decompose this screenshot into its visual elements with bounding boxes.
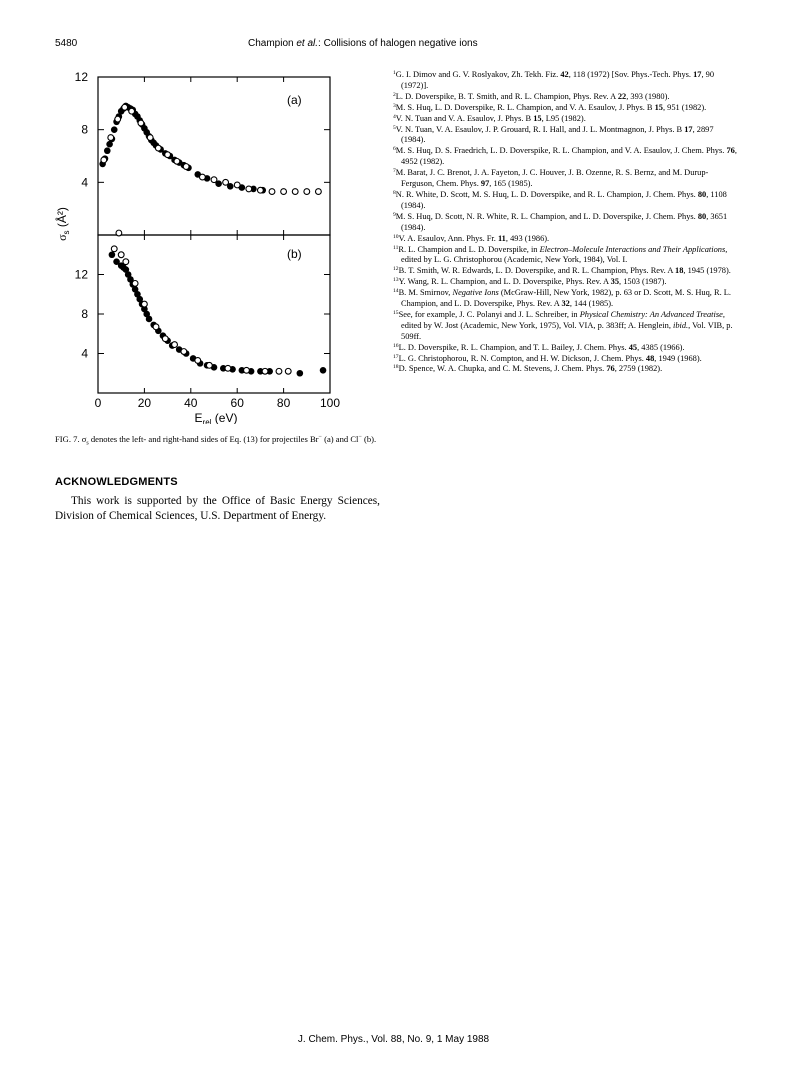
reference-text: , 90 (1972)].	[401, 70, 715, 90]
data-point-open-b	[206, 362, 212, 368]
caption-sub: s	[86, 440, 89, 447]
reference-text: , 118 (1972) [Sov. Phys.-Tech. Phys.	[568, 70, 694, 79]
data-point-open-a	[234, 182, 240, 188]
x-axis-label-sub: rel	[202, 418, 212, 424]
data-point-open-a	[122, 104, 128, 110]
x-tick-label: 20	[137, 396, 152, 410]
reference-text: , 1108 (1984).	[401, 189, 727, 210]
reference-text: , 144 (1985).	[569, 299, 614, 309]
data-point-filled-b	[109, 251, 116, 258]
reference-item	[393, 125, 738, 147]
reference-text: 76	[606, 364, 615, 374]
reference-number: 6	[393, 146, 396, 153]
reference-text: , 393 (1980).	[626, 91, 670, 101]
panel-b-label: (b)	[287, 247, 302, 261]
header-title-italic: et al.	[296, 38, 319, 49]
reference-text: M. Barat, J. C. Brenot, J. A. Fayeton, J. C. Houver, J. B. Ozenne, R. S. Bernz, and M. Durup-Ferguson, Chem. Phys.	[395, 168, 709, 189]
reference-text: , Vol. VIB, p. 509ff.	[401, 320, 733, 341]
reference-text: M. S. Huq, D. S. Fraedrich, L. D. Doverspike, R. L. Champion, and V. A. Esaulov, J. Chem. Phys.	[395, 146, 727, 156]
reference-text: , 1949 (1968).	[654, 353, 702, 363]
data-point-open-b	[225, 365, 231, 371]
reference-text: 35	[610, 277, 619, 287]
reference-item	[393, 146, 738, 168]
reference-text: 42	[560, 70, 569, 79]
reference-list	[393, 70, 738, 375]
reference-text: 32	[561, 299, 570, 309]
reference-number: 9	[393, 211, 396, 218]
data-point-filled-a	[104, 147, 111, 154]
reference-number: 8	[393, 189, 396, 196]
data-point-open-a	[165, 152, 171, 158]
reference-text: 97	[480, 179, 490, 189]
reference-item	[393, 288, 738, 310]
reference-number: 10	[393, 233, 399, 240]
reference-text: 80	[697, 211, 707, 221]
reference-number: 12	[393, 266, 399, 273]
reference-text: 80	[697, 189, 707, 199]
reference-item	[393, 168, 738, 190]
data-point-open-a	[200, 174, 206, 180]
reference-text: Negative Ions	[452, 288, 499, 298]
data-point-open-a	[129, 108, 135, 114]
data-point-open-b	[285, 368, 291, 374]
reference-text: V. N. Tuan, V. A. Esaulov, J. P. Grouard, R. I. Hall, and J. L. Montmagnon, J. Phys. B	[395, 124, 685, 134]
caption-text-2: denotes the left- and right-hand sides of Eq. (13) for projectiles Br	[88, 433, 319, 444]
reference-text: M. S. Huq, D. Scott, N. R. White, R. L. Champion, and L. D. Doverspike, J. Chem. Phys.	[395, 211, 698, 221]
data-point-open-a	[108, 135, 114, 141]
reference-item	[393, 364, 738, 375]
data-point-open-b	[142, 301, 148, 307]
reference-text: Electron–Molecule Interactions and Their Applications	[539, 244, 726, 254]
reference-text: 22	[617, 91, 627, 101]
reference-text: 15	[533, 113, 542, 123]
reference-number: 15	[393, 309, 399, 316]
reference-number: 18	[393, 364, 399, 371]
y-tick-label-a: 8	[81, 122, 88, 137]
data-point-filled-a	[111, 126, 118, 133]
y-axis-label-unit: (Å²)	[55, 207, 69, 228]
x-tick-label: 40	[184, 396, 198, 410]
reference-number: 7	[393, 168, 396, 175]
data-point-open-b	[123, 259, 129, 265]
y-tick-label-a: 4	[81, 175, 88, 190]
data-point-open-a	[138, 120, 144, 126]
data-point-open-b	[153, 324, 159, 330]
data-point-open-b	[118, 252, 124, 258]
x-axis-label	[195, 411, 238, 424]
reference-text: L. D. Doverspike, B. T. Smith, and R. L. Champion, Phys. Rev. A	[395, 91, 618, 101]
reference-text: M. S. Huq, L. D. Doverspike, R. L. Champion, and V. A. Esaulov, J. Phys. B	[395, 102, 655, 112]
reference-item	[393, 343, 738, 354]
caption-sup-2: −	[358, 434, 362, 440]
data-point-open-b	[244, 367, 250, 373]
data-point-open-b	[276, 368, 282, 374]
reference-text: 11	[497, 233, 506, 243]
reference-text: V. N. Tuan and V. A. Esaulov, J. Phys. B	[395, 113, 534, 123]
reference-number: 3	[393, 102, 396, 109]
reference-text: , 2759 (1982).	[614, 364, 663, 374]
data-point-filled-b	[297, 370, 304, 377]
data-point-open-a	[115, 116, 121, 122]
reference-text: (McGraw-Hill, New York, 1982), p. 63 or D. Scott, M. S. Huq, R. L. Champion, and L. D. Doverspike, Phys. Rev. A	[401, 288, 731, 309]
data-point-open-a	[269, 189, 275, 195]
data-point-open-b	[111, 246, 117, 252]
x-axis-label-symbol: E	[194, 411, 203, 424]
caption-text-3: (a) and Cl	[321, 433, 359, 444]
reference-number: 11	[393, 244, 399, 251]
reference-text: 15	[654, 102, 663, 112]
data-point-open-a	[155, 145, 161, 151]
reference-item	[393, 310, 738, 343]
data-point-open-a	[292, 189, 298, 195]
reference-text: , 951 (1982).	[662, 102, 707, 112]
reference-text: , 493 (1986).	[505, 233, 550, 243]
data-point-open-a	[174, 158, 180, 164]
reference-text: D. Spence, W. A. Chupka, and C. M. Stevens, J. Chem. Phys.	[398, 364, 607, 374]
data-point-open-a	[183, 164, 189, 170]
caption-sup-1: −	[318, 434, 322, 440]
reference-item	[393, 234, 738, 245]
data-point-open-b	[116, 230, 122, 236]
reference-number: 13	[393, 277, 399, 284]
running-header	[248, 38, 478, 49]
x-tick-label: 0	[94, 396, 102, 410]
y-axis-label-symbol: σ	[55, 234, 69, 241]
page-number: 5480	[55, 38, 78, 49]
data-point-open-b	[172, 342, 178, 348]
reference-text: , 4385 (1966).	[637, 342, 685, 352]
reference-item	[393, 277, 738, 288]
reference-text: R. L. Champion and L. D. Doverspike, in	[398, 244, 540, 254]
reference-text: Y. Wang, R. L. Champion, and L. D. Doverspike, Phys. Rev. A	[398, 277, 611, 287]
reference-text: Physical Chemistry: An Advanced Treatise	[579, 309, 723, 319]
data-point-open-b	[195, 358, 201, 364]
data-point-open-a	[246, 186, 252, 192]
reference-text: , 165 (1985).	[489, 179, 533, 189]
x-tick-label: 100	[319, 396, 341, 410]
reference-text: , 1945 (1978).	[683, 266, 731, 276]
reference-text: N. R. White, D. Scott, M. S. Huq, L. D. Doverspike, and R. L. Champion, J. Chem. Phys.	[395, 189, 698, 199]
reference-item	[393, 92, 738, 103]
reference-text: , edited by W. Jost (Academic, New York, 1975), Vol. VIA, p. 383ff; A. Henglein,	[401, 309, 725, 330]
reference-text: , edited by L. G. Christophorou (Academic, New York, 1984), Vol. I.	[401, 244, 728, 265]
data-point-open-a	[258, 187, 264, 193]
reference-text: L. D. Doverspike, R. L. Champion, and T. L. Bailey, J. Chem. Phys.	[398, 342, 629, 352]
caption-text-4: (b).	[361, 433, 377, 444]
reference-item	[393, 212, 738, 234]
reference-text: 45	[628, 342, 638, 352]
y-tick-label-b: 4	[81, 346, 88, 361]
reference-text: , 2897 (1984).	[401, 124, 714, 145]
reference-text: V. A. Esaulov, Ann. Phys. Fr.	[398, 233, 498, 243]
data-point-open-b	[162, 336, 168, 342]
y-axis-label-sub: s	[62, 230, 71, 235]
data-point-filled-b	[320, 367, 327, 374]
reference-text: 76	[726, 146, 735, 156]
reference-item	[393, 103, 738, 114]
reference-number: 16	[393, 342, 399, 349]
reference-number: 17	[393, 353, 399, 360]
reference-item	[393, 190, 738, 212]
reference-text: , 3651 (1984).	[401, 211, 728, 232]
caption-text-1: FIG. 7. σ	[55, 433, 87, 444]
reference-text: 18	[675, 266, 684, 276]
data-point-open-b	[181, 349, 187, 355]
reference-item	[393, 354, 738, 365]
data-point-open-a	[223, 179, 229, 185]
data-point-open-a	[316, 189, 322, 195]
reference-text: G. I. Dimov and G. V. Roslyakov, Zh. Tekh. Fiz.	[395, 70, 561, 79]
data-point-open-a	[281, 189, 287, 195]
y-tick-label-a: 12	[74, 70, 88, 84]
header-title-suffix: : Collisions of halogen negative ions	[318, 38, 478, 49]
data-point-filled-b	[146, 316, 153, 323]
reference-number: 4	[393, 113, 396, 120]
data-point-open-b	[262, 368, 268, 374]
y-tick-label-b: 12	[74, 267, 88, 282]
figure-7	[40, 62, 360, 424]
reference-text: See, for example, J. C. Polanyi and J. L. Schreiber, in	[398, 309, 580, 319]
reference-text: B. T. Smith, W. R. Edwards, L. D. Doverspike, and R. L. Champion, Phys. Rev. A	[398, 266, 676, 276]
reference-item	[393, 266, 738, 277]
data-point-open-a	[211, 177, 217, 183]
data-point-open-a	[304, 189, 310, 195]
acknowledgments-body: This work is supported by the Office of Basic Energy Sciences, Division of Chemical Sciences, U.S. Department of Energy.	[55, 495, 380, 522]
reference-number: 2	[393, 91, 396, 98]
reference-number: 1	[393, 70, 396, 76]
y-tick-label-b: 8	[81, 307, 88, 321]
reference-text: , 1503 (1987).	[619, 277, 667, 287]
reference-text: , L95 (1982).	[541, 113, 586, 123]
figure-caption	[55, 432, 380, 450]
data-point-open-a	[147, 135, 153, 141]
reference-text: , 4952 (1982).	[401, 146, 737, 167]
reference-text: ibid.	[673, 320, 689, 330]
reference-number: 14	[393, 288, 399, 295]
reference-text: B. M. Smirnov,	[398, 288, 453, 298]
acknowledgments-heading: ACKNOWLEDGMENTS	[55, 476, 178, 488]
header-title-prefix: Champion	[248, 38, 297, 49]
panel-a-label: (a)	[287, 93, 302, 107]
reference-number: 5	[393, 124, 396, 131]
reference-text: 17	[693, 70, 702, 79]
reference-text: L. G. Christophorou, R. N. Compton, and H. W. Dickson, J. Chem. Phys.	[398, 353, 646, 363]
reference-item	[393, 114, 738, 125]
x-tick-label: 60	[230, 396, 244, 410]
reference-text: 17	[684, 124, 693, 134]
reference-item	[393, 70, 738, 92]
data-point-open-b	[132, 280, 138, 286]
x-axis-label-unit: (eV)	[214, 411, 238, 424]
data-point-open-a	[101, 157, 107, 163]
y-axis-label	[54, 207, 71, 241]
reference-text: 48	[645, 353, 655, 363]
reference-item	[393, 245, 738, 267]
x-tick-label: 80	[276, 396, 291, 410]
page-footer: J. Chem. Phys., Vol. 88, No. 9, 1 May 1988	[297, 1034, 490, 1045]
